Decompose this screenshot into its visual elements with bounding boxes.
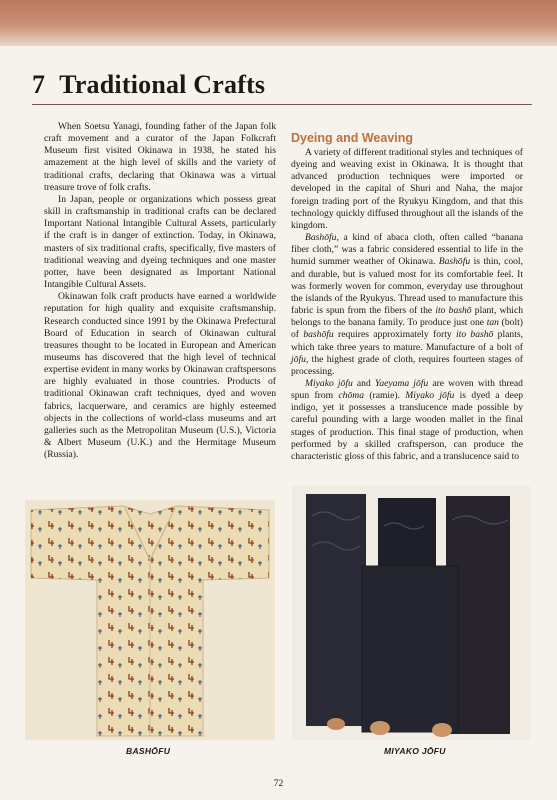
intro-paragraph: When Soetsu Yanagi, founding father of the Japan folk craft movement and a curator of the Japan Folkcraft Museum first visited Okinawa in 1938, he stated his amazement at the high level of skills and the variety of traditional crafts, declaring that Okinawa was a virtual treasure trove of folk crafts.	[44, 121, 276, 193]
term: chōma	[338, 390, 364, 402]
dyeing-weaving-column	[291, 131, 523, 463]
chapter-number: 7	[32, 70, 46, 99]
chapter-title	[32, 70, 265, 100]
term: Miyako jōfu	[305, 377, 353, 389]
term: Bashōfu	[305, 232, 337, 244]
term: bashōfu	[303, 329, 334, 341]
term: Yaeyama jōfu	[374, 377, 429, 389]
text-run: , the highest grade of cloth, requires fourteen stages of processing.	[291, 353, 523, 377]
title-rule	[32, 104, 532, 105]
kimono-illustration	[25, 500, 275, 740]
intro-paragraph: Okinawan folk craft products have earned a worldwide reputation for high quality and exquisite craftsmanship. Research conducted since 1991 by the Okinawa Prefectural Board of Education in search of Okinawan cultural treasures thought to be located in European and American museums has discovered that the high level of technical expertise evident in many works by Okinawan craftspersons are highly evaluated in those countries. Products of traditional Okinawan craft techniques, dyed and woven fabrics, lacquerware, and ceramics are highly esteemed objects in the collections of world-class museums and art galleries such as the Metropolitan Museum (U.S.), Victoria & Albert Museum (U.K.) and the Hermitage Museum (Russia).	[44, 291, 276, 461]
dyeing-paragraph: A variety of different traditional styles and techniques of dyeing and weaving exist in Okinawa. It is thought that advanced production techniques were imported or developed in the capital of Shuri and Naha, the major foreign trading port of the Ryukyu Kingdom, and that this technology quickly diffused throughout all the islands of the kingdom.	[291, 147, 523, 231]
text-run: , a kind of abaca cloth, often called “banana fiber cloth,” was a fabric considered essential to life in the humid summer weather of Okinawa.	[291, 232, 523, 268]
text-run: requires approximately forty	[333, 329, 456, 341]
text-run: plants, which take three years to mature. Manufacture of a bolt of	[291, 329, 523, 353]
bashofu-kimono-photo	[25, 500, 275, 740]
term: ito bashō	[455, 329, 494, 341]
text-run: is dyed a deep indigo, yet it possesses a translucence made possible by careful pounding with a large wooden mallet in the final stages of production. This final stage of production, when performed by a skilled craftsperson, can produce the characteristic gloss of this fabric, and a translucence said to	[291, 390, 523, 462]
term: Miyako jōfu	[405, 390, 455, 402]
term: jōfu	[291, 353, 306, 365]
text-run: is thin, cool, and durable, but is valued most for its comfortable feel. It was formerly woven for common, everyday use throughout the islands of the Ryukyus. Thread used to manufacture this fabric is spun from the fibers of the	[291, 256, 523, 317]
bashofu-paragraph	[291, 232, 523, 378]
section-heading: Dyeing and Weaving	[291, 131, 414, 145]
chapter-title-text: Traditional Crafts	[59, 70, 266, 99]
miyako-jofu-photo	[292, 486, 530, 740]
indigo-bolts-illustration	[292, 486, 530, 740]
text-run: plant, which belongs to the banana family. To produce just one	[291, 305, 524, 329]
text-run: are woven with thread spun from	[291, 377, 523, 402]
caption-miyako-jofu: MIYAKO JŌFU	[384, 746, 446, 756]
term: tan	[486, 317, 499, 329]
intro-column	[44, 121, 276, 461]
term: Bashōfu	[438, 256, 471, 268]
miyako-paragraph	[291, 378, 523, 463]
text-run: and	[352, 377, 375, 389]
caption-bashofu: BASHŌFU	[126, 746, 171, 756]
term: ito bashō	[435, 305, 472, 317]
intro-paragraph: In Japan, people or organizations which possess great skill in craftsmanship in traditional crafts can be declared Important National Intangible Cultural Assets, particularly if the craft is in danger of extinction. Today, in Okinawa, masters of six traditional crafts, specifically, five masters of traditional weaving and dyeing techniques and one master potter, have been designated as Important National Intangible Cultural Assets.	[44, 193, 276, 291]
top-color-band	[0, 0, 557, 46]
text-run: (bolt) of	[291, 317, 523, 341]
page-number: 72	[273, 779, 284, 789]
text-run: (ramie).	[364, 390, 406, 402]
